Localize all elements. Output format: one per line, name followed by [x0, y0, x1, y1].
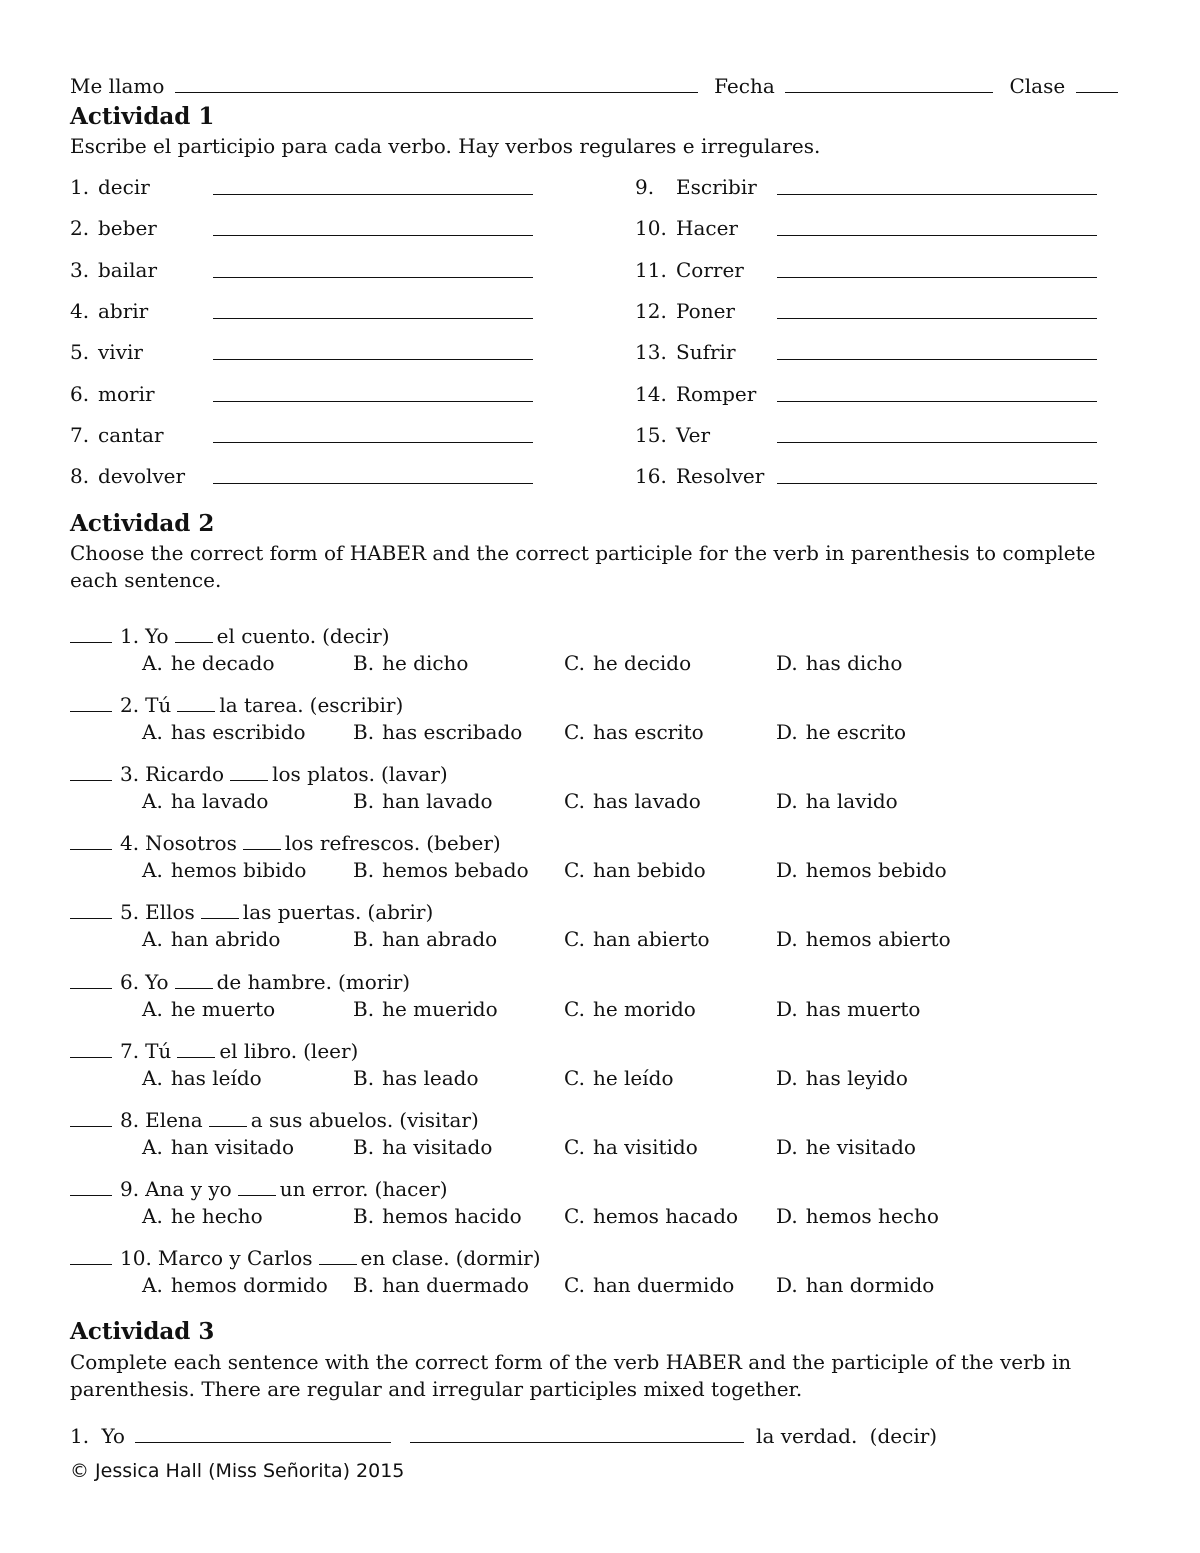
answer-option[interactable] [142, 858, 306, 882]
question-subject: Ellos [145, 900, 195, 925]
haber-blank[interactable] [230, 762, 268, 781]
answer-option[interactable] [564, 858, 706, 882]
option-text: ha lavado [170, 789, 269, 814]
option-text: has leado [382, 1065, 479, 1090]
item-number: 3. [70, 257, 90, 282]
option-text: ha lavido [805, 789, 898, 814]
answer-option[interactable] [564, 1273, 734, 1297]
option-letter: A. [142, 1134, 163, 1159]
answer-option[interactable] [142, 1204, 263, 1228]
question-line [70, 1108, 479, 1132]
question-hint: (dormir) [455, 1245, 541, 1270]
question-hint: (leer) [303, 1038, 359, 1063]
option-letter: A. [142, 651, 163, 675]
answer-blank[interactable] [70, 900, 112, 919]
option-letter: B. [353, 927, 375, 952]
answer-option[interactable] [564, 651, 691, 675]
header-line [70, 74, 1118, 98]
question-line [70, 762, 448, 786]
answer-option[interactable] [776, 927, 951, 951]
option-text: he visitado [805, 1134, 916, 1159]
participle-blank[interactable] [777, 465, 1097, 484]
option-text: han abierto [592, 927, 710, 952]
question-hint: (hacer) [374, 1176, 448, 1201]
answer-blank[interactable] [70, 624, 112, 643]
answer-option[interactable] [776, 1135, 916, 1159]
haber-blank[interactable] [135, 1424, 391, 1443]
option-letter: C. [564, 1203, 585, 1228]
answer-option[interactable] [564, 1204, 738, 1228]
option-letter: C. [564, 927, 585, 952]
actividad2-instructions: Choose the correct form of HABER and the correct participle for the verb in parenthesis to complete each sentence. [70, 541, 1096, 592]
option-letter: B. [353, 1065, 375, 1090]
option-letter: D. [776, 1203, 798, 1228]
option-letter: B. [353, 651, 375, 675]
verb-label: vivir [98, 340, 143, 365]
question-line [70, 1246, 541, 1270]
haber-blank[interactable] [177, 693, 215, 712]
option-letter: A. [142, 1272, 163, 1297]
option-letter: A. [142, 1065, 163, 1090]
verb-label: abrir [98, 298, 149, 323]
question-subject: Tú [145, 693, 172, 718]
haber-blank[interactable] [319, 1246, 357, 1265]
participle-blank[interactable] [777, 424, 1097, 443]
actividad3-item [70, 1424, 937, 1448]
question-hint: (beber) [426, 831, 501, 856]
question-line [70, 1039, 358, 1063]
haber-blank[interactable] [201, 900, 239, 919]
option-letter: C. [564, 651, 585, 675]
option-letter: C. [564, 789, 585, 814]
question-subject: Tú [145, 1038, 172, 1063]
question-subject: Nosotros [145, 831, 237, 856]
answer-option[interactable] [776, 720, 906, 744]
verb-label: cantar [98, 422, 164, 447]
answer-option[interactable] [353, 789, 493, 813]
item-number: 5. [70, 340, 90, 365]
haber-blank[interactable] [238, 1177, 276, 1196]
haber-blank[interactable] [209, 1108, 247, 1127]
participle-blank[interactable] [777, 300, 1097, 319]
question-subject: Yo [145, 624, 169, 648]
question-number: 3. [120, 762, 140, 787]
question-subject: Marco y Carlos [157, 1245, 313, 1270]
question-rest: los platos. [272, 762, 375, 787]
question-hint: (lavar) [380, 762, 448, 787]
option-letter: D. [776, 651, 798, 675]
option-letter: D. [776, 858, 798, 883]
verb-label: Ver [676, 422, 711, 447]
option-letter: B. [353, 1134, 375, 1159]
question-number: 5. [120, 900, 140, 925]
item-number: 1. [70, 175, 90, 199]
answer-option[interactable] [564, 997, 696, 1021]
question-rest: a sus abuelos. [250, 1107, 394, 1132]
haber-blank[interactable] [243, 831, 281, 850]
option-text: hemos bebido [805, 858, 947, 883]
participle-blank[interactable] [410, 1424, 744, 1443]
question-rest: de hambre. [216, 969, 332, 994]
question-subject: Elena [145, 1107, 203, 1132]
question-rest: un error. [279, 1176, 369, 1201]
answer-option[interactable] [564, 720, 704, 744]
option-letter: A. [142, 996, 163, 1021]
option-letter: C. [564, 1134, 585, 1159]
question-line [70, 693, 403, 717]
participle-blank[interactable] [213, 341, 533, 360]
actividad1-instructions: Escribe el participio para cada verbo. Hay verbos regulares e irregulares. [70, 134, 821, 158]
item-subject: Yo [101, 1424, 125, 1448]
question-number: 8. [120, 1107, 140, 1132]
answer-option[interactable] [776, 1273, 934, 1297]
option-letter: A. [142, 927, 163, 952]
option-text: hemos hecho [805, 1203, 939, 1228]
option-text: has lavado [592, 789, 701, 814]
option-text: he escrito [805, 720, 907, 745]
option-text: han lavado [382, 789, 493, 814]
actividad2-title: Actividad 2 [70, 510, 215, 537]
option-letter: D. [776, 927, 798, 952]
item-number: 7. [70, 422, 90, 447]
participle-blank[interactable] [213, 465, 533, 484]
verb-label: Romper [676, 381, 757, 406]
item-number: 16. [635, 464, 667, 489]
question-number: 7. [120, 1038, 140, 1063]
answer-option[interactable] [564, 789, 701, 813]
option-letter: B. [353, 1272, 375, 1297]
verb-label: bailar [98, 257, 158, 282]
item-hint: (decir) [869, 1424, 938, 1448]
question-rest: los refrescos. [284, 831, 421, 856]
answer-blank[interactable] [70, 762, 112, 781]
question-number: 6. [120, 969, 140, 994]
option-text: has leyido [805, 1065, 908, 1090]
question-rest: las puertas. [242, 900, 362, 925]
actividad3-instructions: Complete each sentence with the correct form of the verb HABER and the participle of the verb in parenthesis. There are regular and irregular participles mixed together. [70, 1350, 1072, 1401]
participle-blank[interactable] [777, 217, 1097, 236]
answer-option[interactable] [776, 789, 898, 813]
answer-blank[interactable] [70, 1108, 112, 1127]
actividad1-title: Actividad 1 [70, 103, 215, 130]
answer-blank[interactable] [70, 1246, 112, 1265]
participle-blank[interactable] [777, 176, 1097, 195]
answer-option[interactable] [142, 789, 268, 813]
participle-blank[interactable] [777, 383, 1097, 402]
item-number: 12. [635, 298, 667, 323]
option-text: han duermado [382, 1272, 529, 1297]
answer-option[interactable] [142, 720, 306, 744]
verb-label: decir [98, 175, 150, 199]
question-rest: el libro. [219, 1038, 298, 1063]
answer-option[interactable] [353, 927, 497, 951]
date-label: Fecha [714, 74, 775, 98]
answer-blank[interactable] [70, 1177, 112, 1196]
verb-label: Resolver [676, 464, 765, 489]
option-letter: C. [564, 1065, 585, 1090]
answer-option[interactable] [353, 1204, 522, 1228]
question-rest: el cuento. [216, 624, 317, 648]
item-number: 13. [635, 340, 667, 365]
option-text: hemos hacado [592, 1203, 739, 1228]
class-label: Clase [1009, 74, 1066, 98]
item-number: 8. [70, 464, 90, 489]
question-line [70, 831, 501, 855]
question-number: 9. [120, 1176, 140, 1201]
option-text: ha visitido [592, 1134, 698, 1159]
option-letter: B. [353, 1203, 375, 1228]
option-text: he leído [592, 1065, 674, 1090]
item-number: 2. [70, 216, 90, 241]
participle-blank[interactable] [213, 383, 533, 402]
option-letter: D. [776, 1272, 798, 1297]
answer-option[interactable] [776, 858, 947, 882]
answer-option[interactable] [564, 1066, 674, 1090]
question-number: 2. [120, 693, 140, 718]
answer-option[interactable] [353, 997, 498, 1021]
option-letter: D. [776, 720, 798, 745]
haber-blank[interactable] [175, 970, 213, 989]
option-text: han duermido [592, 1272, 735, 1297]
question-number: 4. [120, 831, 140, 856]
question-number: 1. [120, 624, 140, 648]
option-letter: C. [564, 858, 585, 883]
item-number: 14. [635, 381, 667, 406]
answer-blank[interactable] [70, 831, 112, 850]
question-subject: Ricardo [145, 762, 225, 787]
option-text: has dicho [805, 651, 903, 675]
answer-option[interactable] [564, 1135, 698, 1159]
option-letter: D. [776, 1134, 798, 1159]
question-line [70, 900, 433, 924]
option-letter: B. [353, 720, 375, 745]
participle-blank[interactable] [213, 259, 533, 278]
item-number: 11. [635, 257, 667, 282]
question-subject: Yo [145, 969, 169, 994]
item-number: 10. [635, 216, 667, 241]
answer-option[interactable] [776, 1066, 908, 1090]
participle-blank[interactable] [777, 341, 1097, 360]
verb-label: Hacer [676, 216, 738, 241]
answer-option[interactable] [353, 858, 529, 882]
haber-blank[interactable] [177, 1039, 215, 1058]
option-text: han visitado [170, 1134, 295, 1159]
option-text: han abrido [170, 927, 281, 952]
option-letter: A. [142, 858, 163, 883]
item-number: 6. [70, 381, 90, 406]
answer-option[interactable] [142, 1273, 328, 1297]
question-hint: (visitar) [399, 1107, 479, 1132]
answer-option[interactable] [353, 1135, 492, 1159]
option-text: hemos hacido [382, 1203, 522, 1228]
option-letter: C. [564, 1272, 585, 1297]
option-letter: A. [142, 789, 163, 814]
verb-label: Escribir [676, 175, 757, 199]
option-text: has escribado [382, 720, 523, 745]
option-letter: B. [353, 858, 375, 883]
item-number: 9. [635, 175, 655, 199]
question-subject: Ana y yo [145, 1176, 232, 1201]
option-letter: C. [564, 996, 585, 1021]
option-text: he dicho [382, 651, 469, 675]
class-blank[interactable] [1076, 74, 1118, 93]
option-letter: A. [142, 720, 163, 745]
option-text: hemos bibido [170, 858, 307, 883]
answer-option[interactable] [142, 1135, 294, 1159]
option-text: he morido [592, 996, 696, 1021]
option-letter: D. [776, 996, 798, 1021]
answer-option[interactable] [353, 720, 522, 744]
name-blank[interactable] [175, 74, 698, 93]
verb-label: Sufrir [676, 340, 736, 365]
answer-option[interactable] [776, 651, 902, 675]
option-letter: D. [776, 789, 798, 814]
answer-option[interactable] [776, 997, 920, 1021]
question-hint: (escribir) [309, 693, 404, 718]
option-text: has leído [170, 1065, 262, 1090]
answer-option[interactable] [353, 1273, 529, 1297]
item-rest: la verdad. [756, 1424, 858, 1448]
question-hint: (morir) [337, 969, 411, 994]
question-line [70, 1177, 448, 1201]
question-number: 10. [120, 1245, 152, 1270]
option-text: hemos abierto [805, 927, 951, 952]
option-letter: A. [142, 1203, 163, 1228]
actividad3-title: Actividad 3 [70, 1318, 215, 1345]
answer-option[interactable] [142, 1066, 262, 1090]
answer-option[interactable] [353, 1066, 479, 1090]
verb-label: morir [98, 381, 155, 406]
option-text: he hecho [170, 1203, 263, 1228]
answer-blank[interactable] [70, 970, 112, 989]
question-line [70, 624, 390, 648]
option-letter: B. [353, 789, 375, 814]
answer-blank[interactable] [70, 693, 112, 712]
option-text: hemos dormido [170, 1272, 328, 1297]
item-number: 1. [70, 1424, 90, 1448]
participle-blank[interactable] [213, 176, 533, 195]
date-blank[interactable] [785, 74, 993, 93]
option-letter: D. [776, 1065, 798, 1090]
option-letter: C. [564, 720, 585, 745]
option-text: has escribido [170, 720, 306, 745]
participle-blank[interactable] [777, 259, 1097, 278]
answer-option[interactable] [142, 651, 275, 675]
item-number: 15. [635, 422, 667, 447]
question-rest: en clase. [360, 1245, 450, 1270]
option-text: han abrado [382, 927, 498, 952]
answer-option[interactable] [142, 927, 280, 951]
participle-blank[interactable] [213, 217, 533, 236]
option-text: has escrito [592, 720, 704, 745]
answer-option[interactable] [142, 997, 275, 1021]
haber-blank[interactable] [175, 624, 213, 643]
question-rest: la tarea. [219, 693, 304, 718]
option-text: he muerto [170, 996, 276, 1021]
name-label: Me llamo [70, 74, 165, 98]
verb-label: Correr [676, 257, 744, 282]
option-text: han dormido [805, 1272, 935, 1297]
option-text: has muerto [805, 996, 921, 1021]
option-text: han bebido [592, 858, 706, 883]
option-text: he decido [592, 651, 692, 675]
option-letter: B. [353, 996, 375, 1021]
answer-option[interactable] [776, 1204, 939, 1228]
question-hint: (abrir) [367, 900, 434, 925]
verb-label: Poner [676, 298, 735, 323]
answer-blank[interactable] [70, 1039, 112, 1058]
participle-blank[interactable] [213, 300, 533, 319]
answer-option[interactable] [353, 651, 468, 675]
copyright-footer: © Jessica Hall (Miss Señorita) 2015 [70, 1460, 405, 1482]
question-line [70, 970, 410, 994]
verb-label: beber [98, 216, 157, 241]
option-text: hemos bebado [382, 858, 529, 883]
question-hint: (decir) [322, 624, 390, 648]
verb-label: devolver [98, 464, 186, 489]
option-text: ha visitado [382, 1134, 493, 1159]
item-number: 4. [70, 298, 90, 323]
option-text: he muerido [382, 996, 498, 1021]
option-text: he decado [170, 651, 275, 675]
participle-blank[interactable] [213, 424, 533, 443]
answer-option[interactable] [564, 927, 710, 951]
